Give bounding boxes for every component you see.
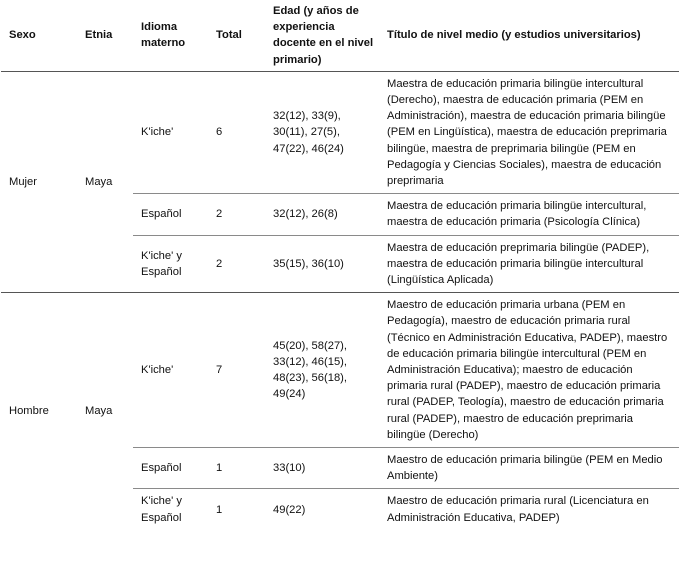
teachers-table [1, 0, 679, 530]
cell-edad: 49(22) [273, 503, 306, 516]
cell-idioma: K'iche' y Español [133, 235, 208, 293]
cell-idioma: K'iche' [133, 71, 208, 193]
cell-titulo: Maestra de educación primaria bilingüe intercultural (Derecho), maestra de educación primaria (PEM en Administración), maestra de educación primaria bilingüe (PEM en Lingüística), maestra de educación preprimaria bilingüe, maestra de preprimaria bilingüe (PEM en Pedagogía y Ciencias Sociales), maestra de educación preprimaria [379, 71, 679, 193]
cell-edad: 32(12), 33(9), 30(11), 27(5), 47(22), 46(24) [265, 71, 379, 193]
cell-titulo: Maestra de educación primaria bilingüe intercultural, maestra de educación primaria (Psicología Clínica) [379, 194, 679, 235]
table-row [1, 71, 679, 193]
cell-idioma: K'iche' [133, 293, 208, 448]
table-row [1, 293, 679, 448]
cell-total: 2 [208, 194, 265, 235]
header-etnia: Etnia [77, 0, 133, 71]
cell-edad: 32(12), 26(8) [265, 194, 379, 235]
header-idioma: Idioma materno [133, 0, 208, 71]
cell-idioma: Español [133, 194, 208, 235]
cell-titulo: Maestra de educación preprimaria bilingüe (PADEP), maestra de educación primaria bilingüe intercultural (Lingüística Aplicada) [379, 235, 679, 293]
cell-edad: 35(15), 36(10) [265, 235, 379, 293]
header-sexo: Sexo [1, 0, 77, 71]
header-titulo: Título de nivel medio (y estudios universitarios) [379, 0, 679, 71]
cell-titulo: Maestro de educación primaria rural (Licenciatura en Administración Educativa, PADEP) [387, 495, 649, 524]
cell-edad: 45(20), 58(27), 33(12), 46(15), 48(23), 56(18), 49(24) [265, 293, 379, 448]
cell-total: 7 [208, 293, 265, 448]
cell-total: 6 [208, 71, 265, 193]
cell-total: 2 [208, 235, 265, 293]
header-total: Total [208, 0, 265, 71]
cell-titulo: Maestro de educación primaria bilingüe (PEM en Medio Ambiente) [379, 448, 679, 489]
header-edad: Edad (y años de experiencia docente en el nivel primario) [265, 0, 379, 71]
cell-sexo: Mujer [1, 71, 77, 292]
cell-edad: 33(10) [265, 448, 379, 489]
cell-sexo: Hombre [9, 405, 49, 418]
cell-total: 1 [216, 503, 223, 516]
cell-total: 1 [208, 448, 265, 489]
cell-titulo: Maestro de educación primaria urbana (PEM en Pedagogía), maestro de educación primaria rural (Técnico en Administración Educativa, PADEP), maestro de educación primaria bilingüe intercultural (PEM en Administración Educativa); maestro de educación primaria rural (PADEP), maestro de educación primaria rural (PADEP, Teología), maestro de educación primaria rural (PADEP), maestro de educación preprimaria bilingüe (Derecho) [379, 293, 679, 448]
cell-idioma: Español [133, 448, 208, 489]
header-row [1, 0, 679, 71]
cell-etnia: Maya [85, 405, 113, 418]
cell-etnia: Maya [77, 71, 133, 292]
cell-idioma: K'iche' y Español [141, 495, 182, 524]
